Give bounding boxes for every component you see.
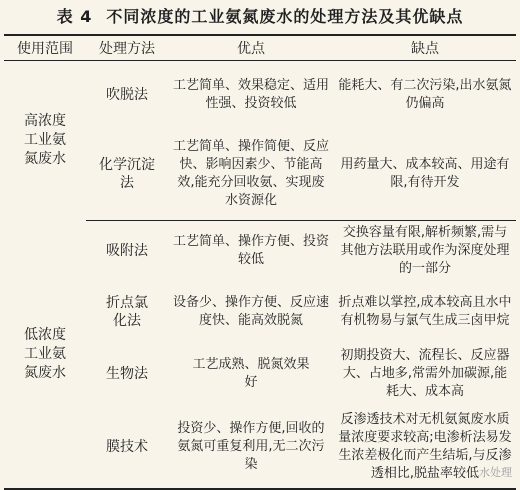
advantages-cell: 工艺成熟、脱氮效果好 <box>192 357 310 390</box>
table-row <box>4 61 516 129</box>
method-cell: 吸附法 <box>106 243 148 259</box>
disadvantages-cell: 交换容量有限,解析频繁,需与其他方法联用或作为深度处理的一部分 <box>340 225 510 276</box>
method-cell: 膜技术 <box>106 438 148 455</box>
range-cell-low: 低浓度工业氨氮废水 <box>24 326 66 381</box>
header-row <box>4 35 516 61</box>
disadvantages-cell: 反渗透技术对无机氨氮废水质量浓度要求较高;电渗析法易发生浓差极化而产生结垢,与反渗透相比,脱盐率较低 <box>338 411 512 481</box>
watermark: 水处理 <box>479 466 512 479</box>
method-cell: 吹脱法 <box>106 86 148 103</box>
table-caption: 不同浓度的工业氨氮废水的处理方法及其优缺点 <box>106 7 464 26</box>
advantages-cell: 工艺简单、操作方便、投资较低 <box>172 234 329 267</box>
table-number: 表 4 <box>56 7 93 26</box>
method-cell: 折点氯化法 <box>106 295 148 329</box>
disadvantages-cell: 初期投资大、流程长、反应器大、占地多,常需外加碳源,能耗大、成本高 <box>340 348 510 399</box>
header-advantages: 优点 <box>168 35 334 61</box>
disadvantages-cell: 能耗大、有二次污染,出水氨氮仍偏高 <box>338 77 512 111</box>
header-method: 处理方法 <box>86 35 168 61</box>
range-cell-high: 高浓度工业氨氮废水 <box>24 113 66 168</box>
advantages-cell: 设备少、操作方便、反应速度快、能高效脱氮 <box>172 295 329 328</box>
treatment-methods-table <box>4 34 516 490</box>
disadvantages-cell: 折点难以掌控,成本较高且水中有机物易与氯气生成三卤甲烷 <box>338 295 512 328</box>
table-title <box>0 4 520 30</box>
table-row <box>4 221 516 282</box>
method-cell: 化学沉淀法 <box>86 129 168 221</box>
advantages-cell: 工艺简单、效果稳定、适用性强、投资较低 <box>172 77 329 111</box>
disadvantages-cell: 用药量大、成本较高、用途有限,有待开发 <box>334 129 516 221</box>
advantages-cell: 工艺简单、操作简便、反应快、影响因素少、节能高效,能充分回收氨、实现废水资源化 <box>168 129 334 221</box>
header-range: 使用范围 <box>4 35 86 61</box>
advantages-cell: 投资少、操作方便,回收的氨氮可重复利用,无二次污染 <box>177 420 325 472</box>
header-disadvantages: 缺点 <box>334 35 516 61</box>
method-cell: 生物法 <box>106 366 148 382</box>
